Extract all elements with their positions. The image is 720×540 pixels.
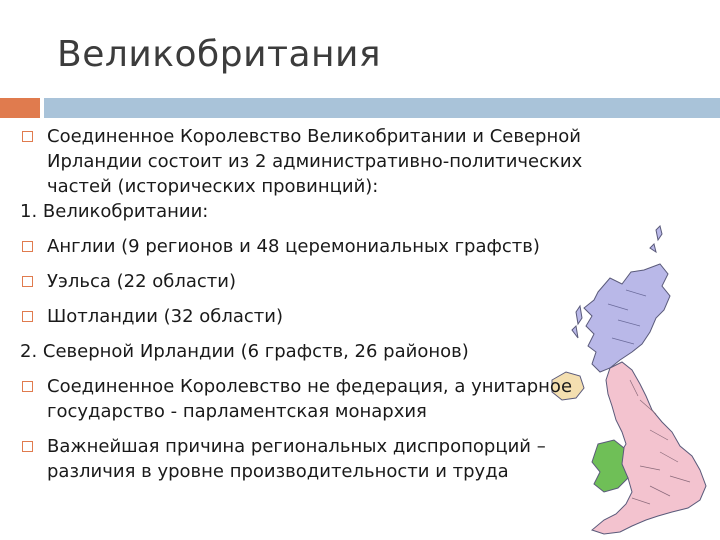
accent-bar-orange <box>0 98 40 118</box>
slide-title: Великобритания <box>57 34 382 75</box>
list-item: 1. Великобритании: <box>20 201 209 222</box>
list-item: Важнейшая причина региональных диспропорций – различия в уровне производительности и труда <box>20 434 620 484</box>
square-bullet-icon <box>22 131 33 142</box>
list-item: Соединенное Королевство Великобритании и Северной Ирландии состоит из 2 административно-политических частей (исторических провинций): <box>20 124 620 199</box>
accent-bar-blue <box>44 98 720 118</box>
map-islands-shetland <box>650 226 662 252</box>
square-bullet-icon <box>22 241 33 252</box>
square-bullet-icon <box>22 311 33 322</box>
square-bullet-icon <box>22 276 33 287</box>
square-bullet-icon <box>22 441 33 452</box>
list-item: Шотландии (32 области) <box>20 304 620 329</box>
list-item: Уэльса (22 области) <box>20 269 620 294</box>
list-item: Соединенное Королевство не федерация, а унитарное государство - парламентская монархия <box>20 374 620 424</box>
list-item: Англии (9 регионов и 48 церемониальных графств) <box>20 234 620 259</box>
square-bullet-icon <box>22 381 33 392</box>
list-item: 2. Северной Ирландии (6 графств, 26 районов) <box>20 341 469 362</box>
bullet-list <box>20 124 620 484</box>
